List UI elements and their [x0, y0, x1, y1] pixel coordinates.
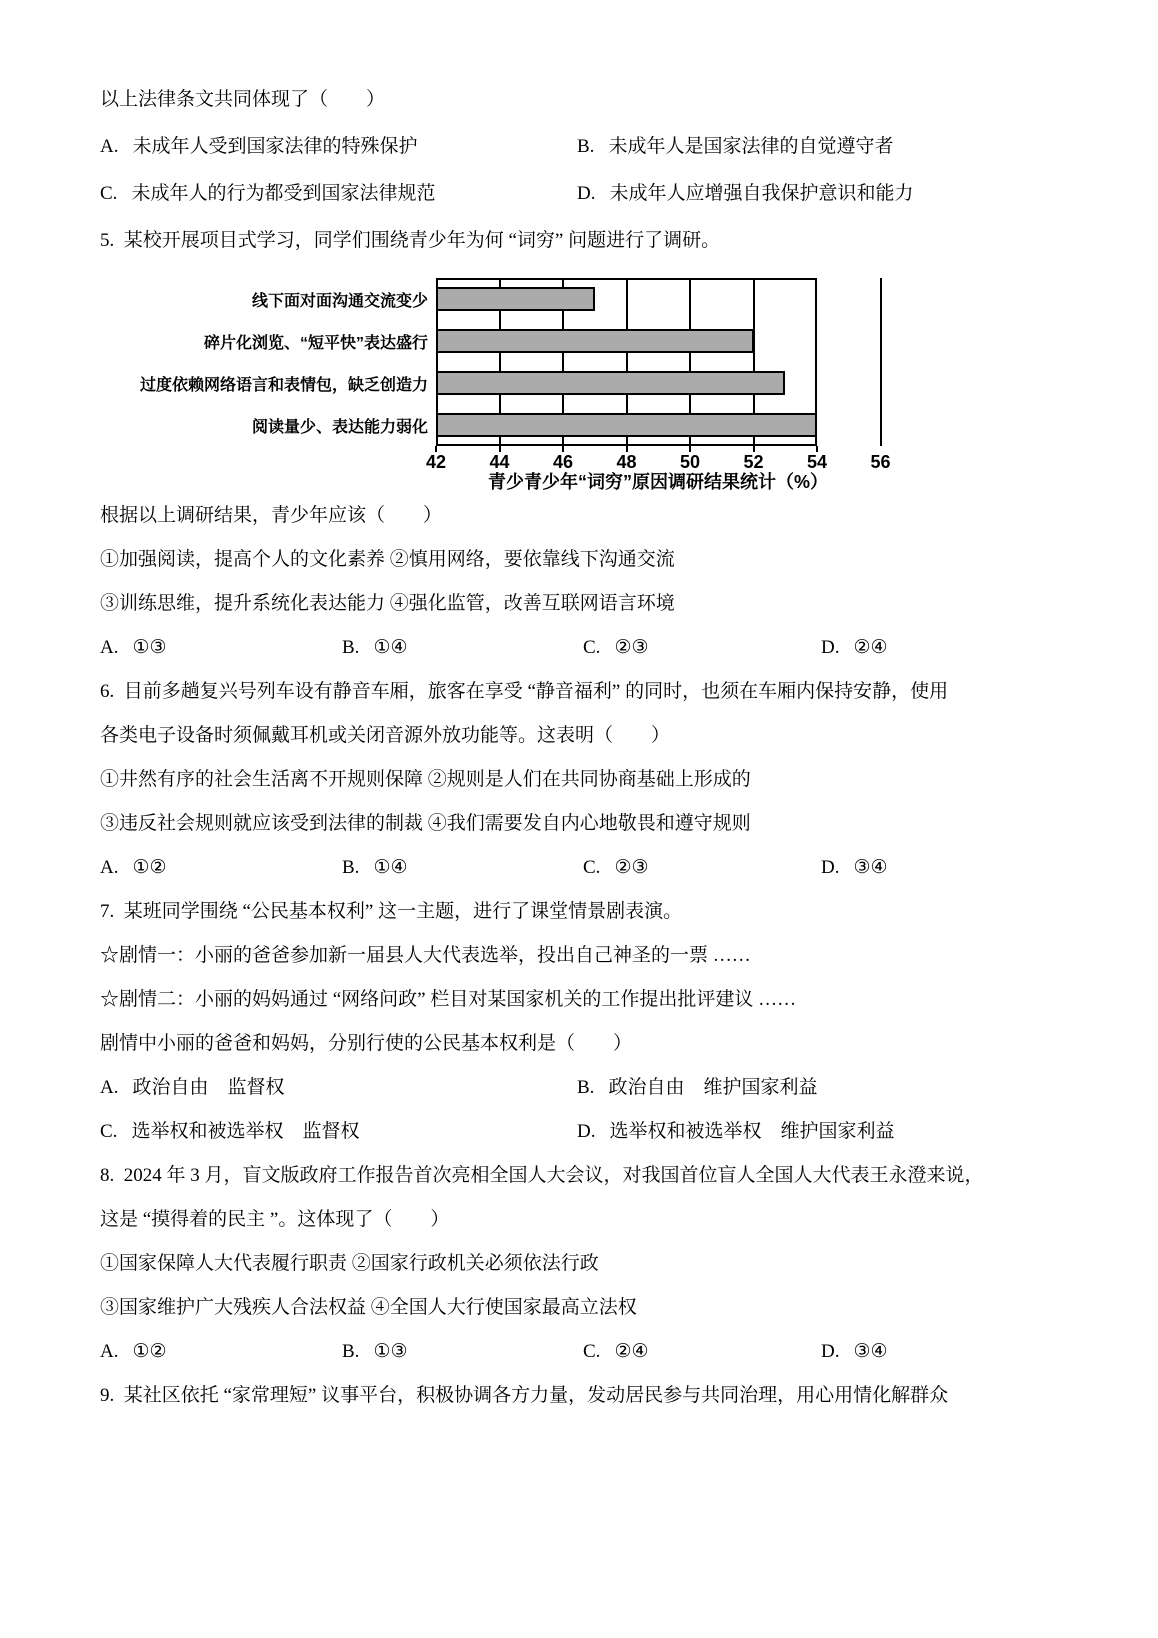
q6-stem-line-2: 各类电子设备时须佩戴耳机或关闭音源外放功能等。这表明（ ）: [100, 725, 671, 746]
q4-option-c: [100, 170, 577, 217]
chart-category-label: 线下面对面沟通交流变少: [251, 292, 428, 310]
q5-item-line-1: ①加强阅读，提高个人的文化素养 ②慎用网络，要依靠线下沟通交流: [100, 549, 675, 570]
q4-options-row-1: [100, 123, 1100, 170]
option-letter: B.: [342, 857, 360, 878]
option-letter: D.: [821, 1341, 840, 1362]
option-letter: D.: [577, 183, 596, 204]
option-text: ②③: [614, 857, 649, 878]
q7-scene-2: ☆剧情二：小丽的妈妈通过 “网络问政” 栏目对某国家机关的工作提出批评建议 ……: [100, 989, 797, 1010]
q8-option-b: [342, 1330, 583, 1374]
q7-scene-1: ☆剧情一：小丽的爸爸参加新一届县人大代表选举，投出自己神圣的一票 ……: [100, 945, 751, 966]
option-text: 未成年人是国家法律的自觉遵守者: [608, 136, 894, 157]
q6-option-a: [100, 846, 342, 890]
q4-options-row-2: [100, 170, 1100, 217]
q4-stem: 以上法律条文共同体现了（ ）: [100, 89, 386, 110]
q6-option-b: [342, 846, 583, 890]
option-text: ①②: [132, 857, 167, 878]
option-text: 政治自由 维护国家利益: [608, 1077, 818, 1098]
q6-stem-line-1: 6. 目前多趟复兴号列车设有静音车厢，旅客在享受 “静音福利” 的同时，也须在车厢内保持安静，使用: [100, 681, 949, 702]
option-text: ②④: [614, 1341, 649, 1362]
option-text: ①②: [132, 1341, 167, 1362]
option-letter: A.: [100, 1077, 119, 1098]
option-letter: C.: [583, 1341, 601, 1362]
option-text: 未成年人受到国家法律的特殊保护: [132, 136, 418, 157]
chart-x-tick-label: 54: [806, 452, 828, 472]
chart-category-label: 阅读量少、表达能力弱化: [251, 418, 428, 436]
chart-bar: [436, 329, 754, 353]
option-text: 未成年人的行为都受到国家法律规范: [131, 183, 436, 204]
option-text: ①③: [132, 637, 167, 658]
q4-option-a: [100, 123, 577, 170]
q9-stem-line-1: 9. 某社区依托 “家常理短” 议事平台，积极协调各方力量，发动居民参与共同治理，用心用情化解群众: [100, 1385, 949, 1406]
chart-x-tick-label: 48: [616, 452, 637, 472]
q6-options-row: [100, 846, 1100, 890]
option-letter: A.: [100, 857, 119, 878]
q7-option-c: [100, 1110, 577, 1154]
option-letter: A.: [100, 1341, 119, 1362]
q7-question: 剧情中小丽的爸爸和妈妈，分别行使的公民基本权利是（ ）: [100, 1033, 633, 1054]
chart-x-tick-label: 52: [743, 452, 764, 472]
q4-option-d: [577, 170, 1100, 217]
option-letter: D.: [821, 637, 840, 658]
option-text: ①④: [373, 857, 408, 878]
option-letter: A.: [100, 637, 119, 658]
option-text: ①③: [373, 1341, 408, 1362]
chart-bar: [436, 371, 785, 395]
option-letter: C.: [100, 1121, 118, 1142]
chart-category-label: 碎片化浏览、“短平快”表达盛行: [203, 334, 428, 352]
option-text: ③④: [853, 1341, 888, 1362]
chart-gridline: [880, 278, 882, 446]
q5-option-c: [583, 626, 821, 670]
option-letter: B.: [342, 1341, 360, 1362]
chart-bar: [436, 287, 595, 311]
chart-x-tick-label: 56: [870, 452, 891, 472]
option-text: 选举权和被选举权 维护国家利益: [609, 1121, 895, 1142]
chart-category-labels: [100, 278, 428, 446]
option-text: 未成年人应增强自我保护意识和能力: [609, 183, 914, 204]
q8-item-line-1: ①国家保障人大代表履行职责 ②国家行政机关必须依法行政: [100, 1253, 599, 1274]
option-letter: C.: [583, 857, 601, 878]
survey-bar-chart: [100, 278, 1100, 494]
chart-x-tick-label: 42: [425, 452, 447, 472]
q4-option-b: [577, 123, 1100, 170]
q5-option-a: [100, 626, 342, 670]
q7-option-a: [100, 1066, 577, 1110]
q5-question: 根据以上调研结果，青少年应该（ ）: [100, 505, 443, 526]
q7-option-d: [577, 1110, 1100, 1154]
q6-item-line-2: ③违反社会规则就应该受到法律的制裁 ④我们需要发自内心地敬畏和遵守规则: [100, 813, 751, 834]
q8-stem-line-2: 这是 “摸得着的民主 ”。这体现了（ ）: [100, 1209, 450, 1230]
chart-category-label: 过度依赖网络语言和表情包，缺乏创造力: [139, 376, 428, 394]
q6-item-line-1: ①井然有序的社会生活离不开规则保障 ②规则是人们在共同协商基础上形成的: [100, 769, 751, 790]
option-text: ②③: [614, 637, 649, 658]
option-letter: B.: [577, 1077, 595, 1098]
option-text: 政治自由 监督权: [132, 1077, 285, 1098]
q6-option-d: [821, 846, 1100, 890]
option-text: 选举权和被选举权 监督权: [131, 1121, 360, 1142]
option-text: ③④: [853, 857, 888, 878]
chart-x-tick-label: 44: [489, 452, 510, 472]
q7-option-b: [577, 1066, 1100, 1110]
option-letter: D.: [577, 1121, 596, 1142]
q8-item-line-2: ③国家维护广大残疾人合法权益 ④全国人大行使国家最高立法权: [100, 1297, 637, 1318]
option-letter: D.: [821, 857, 840, 878]
option-letter: C.: [583, 637, 601, 658]
chart-plot: [425, 278, 891, 472]
option-letter: C.: [100, 183, 118, 204]
option-letter: A.: [100, 136, 119, 157]
q7-options-row-1: [100, 1066, 1100, 1110]
chart-x-axis-title: 青少青少年“词穷”原因调研结果统计（%）: [487, 472, 828, 492]
q5-item-line-2: ③训练思维，提升系统化表达能力 ④强化监管，改善互联网语言环境: [100, 593, 675, 614]
q8-stem-line-1: 8. 2024 年 3 月，盲文版政府工作报告首次亮相全国人大会议，对我国首位盲人全国人大代表王永澄来说，: [100, 1165, 984, 1186]
q5-option-b: [342, 626, 583, 670]
q7-stem: 7. 某班同学围绕 “公民基本权利” 这一主题，进行了课堂情景剧表演。: [100, 901, 683, 922]
option-text: ②④: [853, 637, 888, 658]
chart-x-tick-label: 50: [679, 452, 701, 472]
q8-option-a: [100, 1330, 342, 1374]
q8-option-c: [583, 1330, 821, 1374]
q5-option-d: [821, 626, 1100, 670]
q8-options-row: [100, 1330, 1100, 1374]
option-letter: B.: [577, 136, 595, 157]
q5-stem: 5. 某校开展项目式学习，同学们围绕青少年为何 “词穷” 问题进行了调研。: [100, 230, 721, 251]
chart-bar: [436, 413, 817, 437]
chart-x-tick-label: 46: [552, 452, 574, 472]
q6-option-c: [583, 846, 821, 890]
option-letter: B.: [342, 637, 360, 658]
q5-options-row: [100, 626, 1100, 670]
q8-option-d: [821, 1330, 1100, 1374]
option-text: ①④: [373, 637, 408, 658]
q7-options-row-2: [100, 1110, 1100, 1154]
